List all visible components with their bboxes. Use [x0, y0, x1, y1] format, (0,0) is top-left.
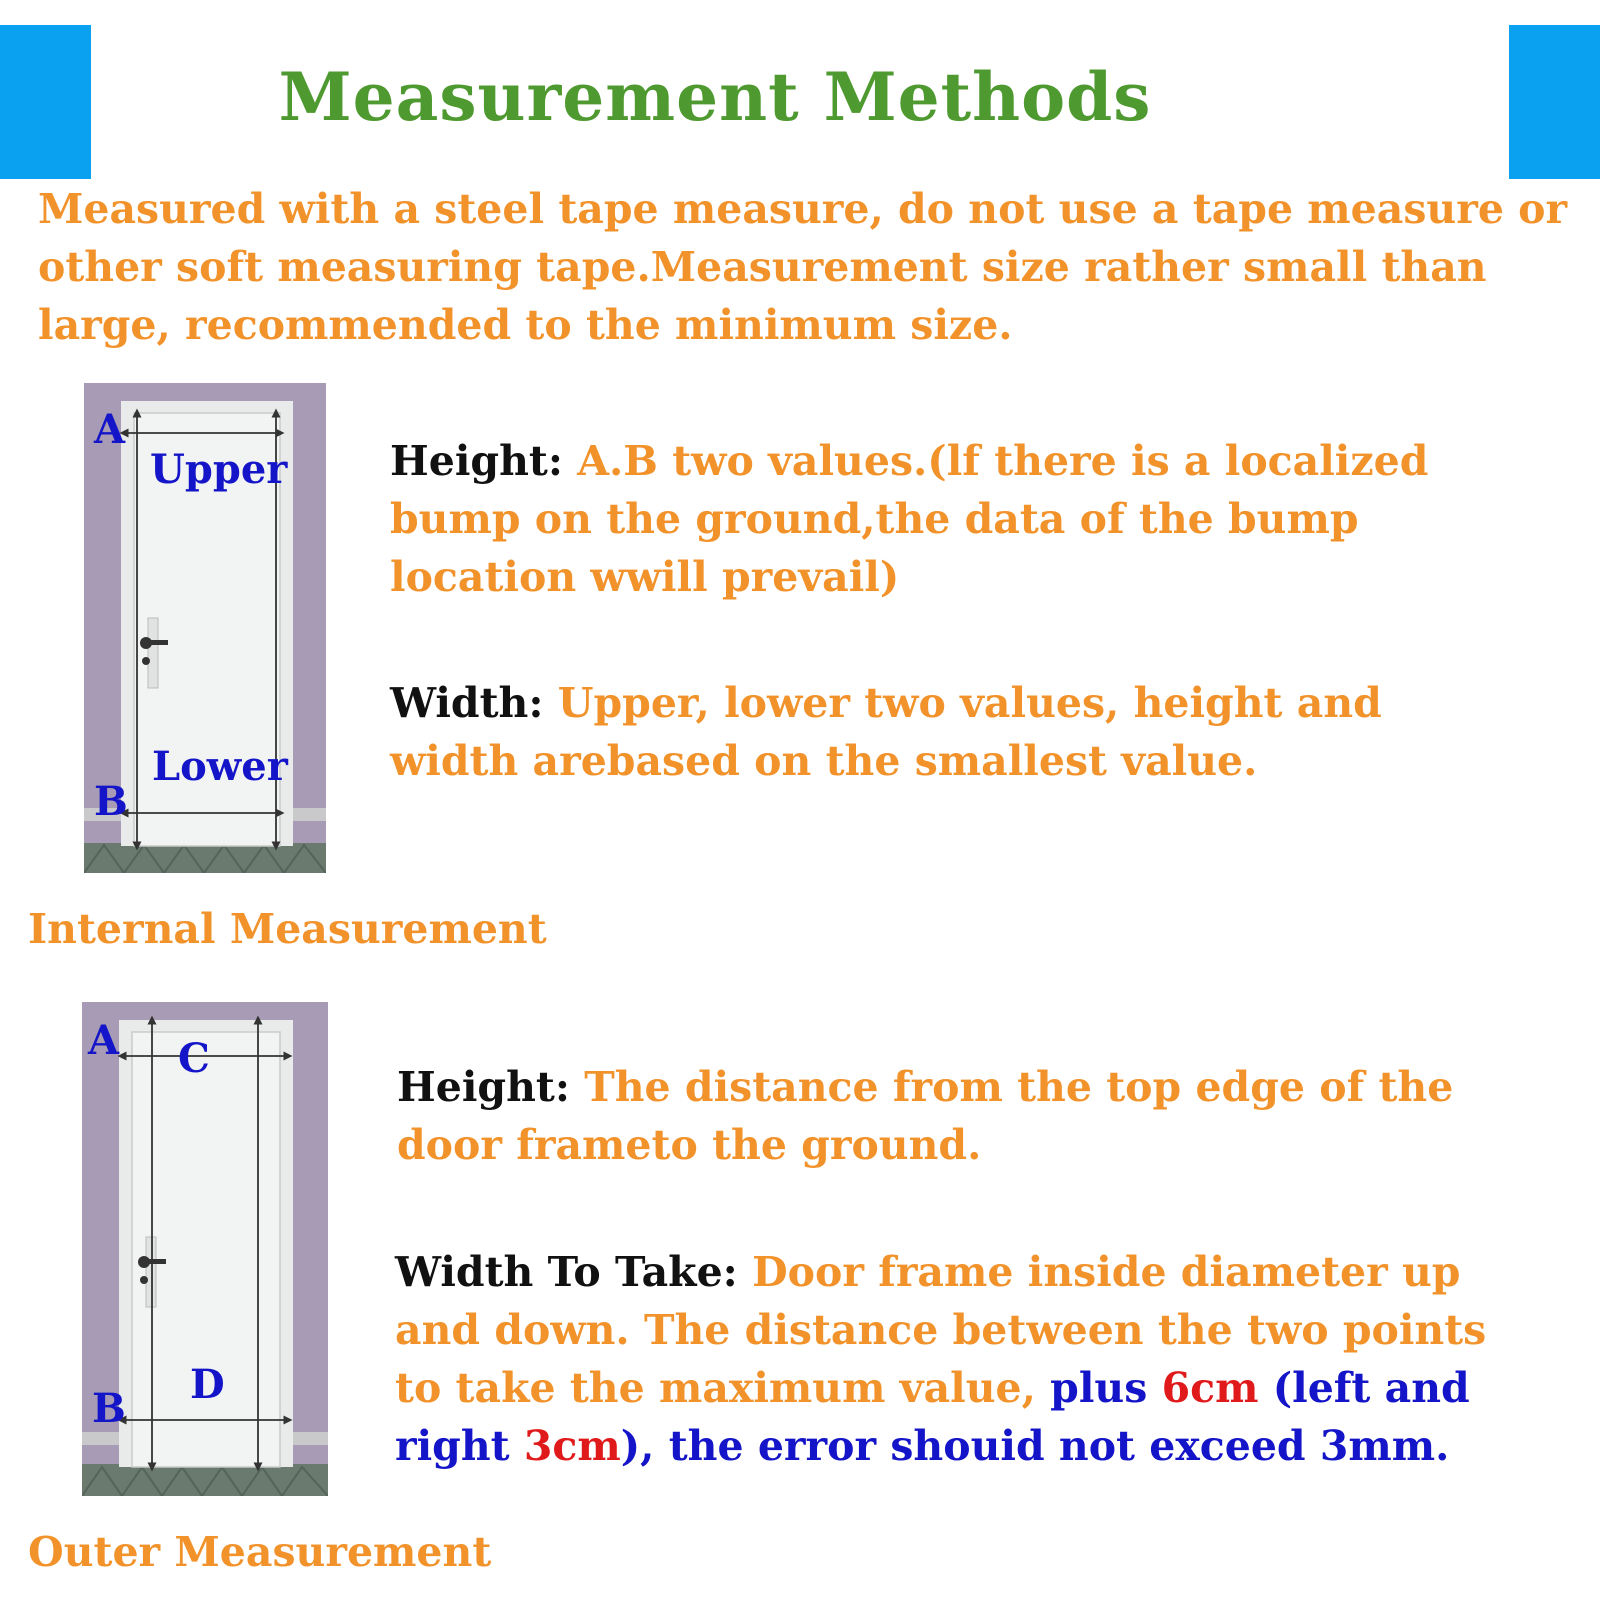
internal-door-illustration: [84, 383, 326, 873]
outer-width-3cm: 3cm: [523, 1422, 621, 1470]
label-c: C: [178, 1035, 210, 1082]
label-b: B: [94, 778, 128, 825]
label-upper: Upper: [150, 446, 288, 493]
outer-measurement-caption: Outer Measurement: [28, 1528, 492, 1576]
corner-accent-right: [1509, 25, 1600, 179]
outer-width-label: Width To Take:: [395, 1248, 738, 1296]
label-b: B: [92, 1385, 126, 1432]
internal-height-text: [390, 432, 1540, 606]
outer-height-label: Height:: [397, 1063, 570, 1111]
internal-measurement-caption: Internal Measurement: [28, 905, 547, 953]
intro-text: Measured with a steel tape measure, do not use a tape measure or other soft measuring tape.Measurement size rather small than large, recommended to the minimum size.: [38, 185, 1568, 349]
outer-width-text: [395, 1243, 1515, 1475]
label-a: A: [94, 406, 126, 453]
internal-width-label: Width:: [390, 679, 544, 727]
label-a: A: [88, 1017, 120, 1064]
outer-width-6cm: 6cm: [1161, 1364, 1259, 1412]
outer-width-desc: Door frame inside diameter up and down. The distance between the two points to take the maximum value,: [395, 1248, 1487, 1412]
internal-height-label: Height:: [390, 437, 563, 485]
outer-width-error: the error shouid not exceed 3mm.: [654, 1422, 1450, 1470]
outer-width-plus: plus: [1035, 1364, 1162, 1412]
outer-width-close: ),: [620, 1422, 655, 1470]
internal-width-text: [390, 674, 1490, 790]
page-title: Measurement Methods: [278, 58, 1152, 136]
internal-width-desc: Upper, lower two values, height and width arebased on the smallest value.: [390, 679, 1382, 785]
outer-door-illustration: [82, 1002, 328, 1496]
label-lower: Lower: [152, 743, 288, 790]
outer-height-text: [397, 1058, 1497, 1174]
label-d: D: [190, 1361, 225, 1408]
outer-height-desc: The distance from the top edge of the door frameto the ground.: [397, 1063, 1454, 1169]
outer-width-paren: (left and right: [395, 1364, 1470, 1470]
internal-height-desc: A.B two values.(lf there is a localized bump on the ground,the data of the bump location wwill prevail): [390, 437, 1429, 601]
